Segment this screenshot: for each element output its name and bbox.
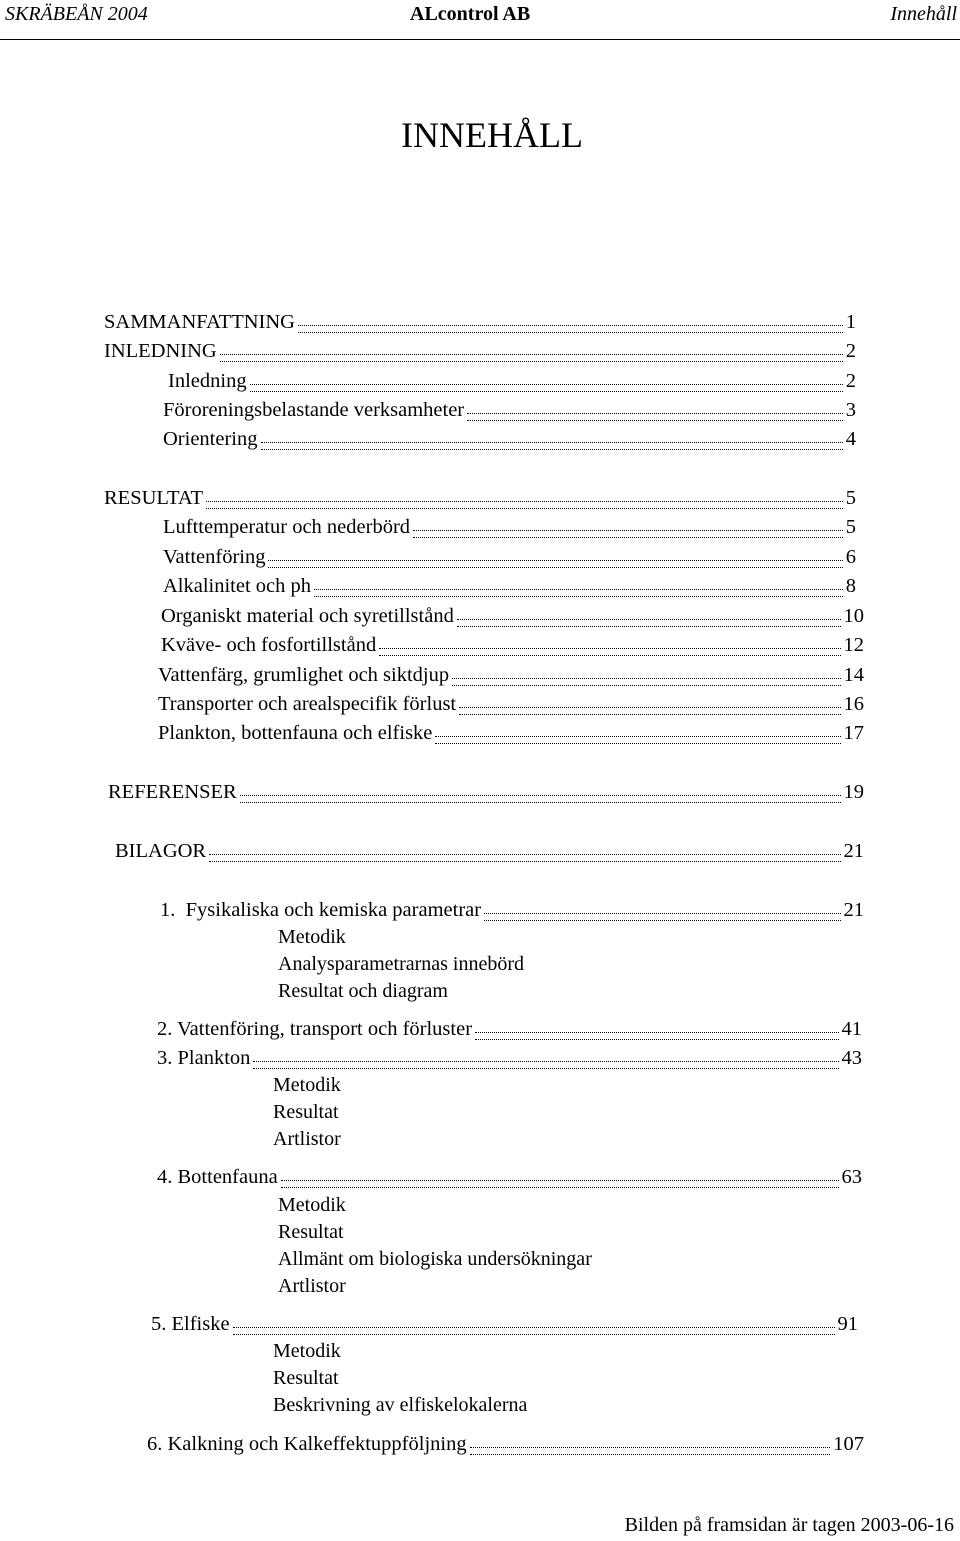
toc-entry [158,720,864,746]
toc-entry-page: 21 [843,840,864,862]
toc-entry-title: 6. Kalkning och Kalkeffektuppföljning [147,1433,467,1455]
toc-entry [147,1431,864,1457]
toc-entry [108,779,864,805]
toc-leader [209,854,840,862]
toc-entry-title: Lufttemperatur och nederbörd [163,516,411,538]
toc-entry-page: 41 [841,1018,862,1040]
toc-entry [163,573,856,599]
toc-entry-page: 8 [845,575,856,597]
header-rule [0,39,960,40]
toc-subitem: Resultat [273,1367,339,1389]
toc-leader [268,560,842,568]
toc-leader [470,1447,831,1455]
toc-entry [115,838,864,864]
toc-entry-page: 10 [843,605,864,627]
toc-subitem: Metodik [273,1074,341,1096]
toc-subitem: Allmänt om biologiska undersökningar [278,1248,592,1270]
toc-leader [379,648,840,656]
toc-entry-title: SAMMANFATTNING [104,311,295,333]
toc-entry [104,309,856,335]
toc-entry-page: 5 [845,487,856,509]
toc-entry-page: 43 [841,1047,862,1069]
toc-entry-page: 1 [845,311,856,333]
toc-entry-page: 16 [843,693,864,715]
toc-entry-title: Orientering [163,428,258,450]
toc-entry [163,397,856,423]
toc-entry-title: Organiskt material och syretillstånd [161,605,454,627]
toc-entry [158,691,864,717]
header-center: ALcontrol AB [410,3,531,25]
toc-entry-title: 3. Plankton [157,1047,251,1069]
toc-entry-title: Alkalinitet och ph [163,575,312,597]
toc-entry-title: 5. Elfiske [151,1313,230,1335]
toc-entry-title: 1. Fysikaliska och kemiska parametrar [160,899,482,921]
toc-entry-title: Transporter och arealspecifik förlust [158,693,457,715]
toc-entry [163,514,856,540]
toc-entry [157,1164,862,1190]
page-header [0,0,960,40]
toc-entry-page: 12 [843,634,864,656]
toc-entry-title: Vattenfärg, grumlighet och siktdjup [158,664,450,686]
toc-subitem: Analysparametrarnas innebörd [278,953,525,975]
toc-leader [261,442,843,450]
toc-entry-page: 107 [833,1433,864,1455]
toc-leader [233,1327,835,1335]
toc-leader [413,530,843,538]
toc-entry [157,1016,862,1042]
toc-entry-title: RESULTAT [104,487,203,509]
toc-entry [161,632,864,658]
toc-leader [452,678,840,686]
toc-entry-page: 19 [843,781,864,803]
toc-entry-page: 2 [845,340,856,362]
toc-subitem: Artlistor [273,1128,341,1150]
toc-leader [475,1032,838,1040]
toc-entry-title: Plankton, bottenfauna och elfiske [158,722,433,744]
toc-subitem: Resultat [278,1221,344,1243]
toc-entry-page: 4 [845,428,856,450]
toc-entry-page: 3 [845,399,856,421]
toc-leader [457,619,841,627]
toc-subitem: Metodik [278,1194,346,1216]
footer-caption: Bilden på framsidan är tagen 2003-06-16 [624,1514,954,1536]
toc-leader [484,913,840,921]
toc-subitem: Metodik [273,1340,341,1362]
toc-entry-title: 4. Bottenfauna [157,1166,278,1188]
toc-entry-title: Inledning [168,370,247,392]
toc-entry [158,662,864,688]
toc-subitem: Metodik [278,926,346,948]
header-right: Innehåll [890,3,957,25]
page-title: INNEHÅLL [401,115,583,155]
toc-entry-title: BILAGOR [115,840,207,862]
toc-leader [298,325,843,333]
toc-entry [160,897,864,923]
toc-entry-title: REFERENSER [108,781,237,803]
toc-entry-page: 2 [845,370,856,392]
header-left: SKRÄBEÅN 2004 [5,3,148,25]
toc-subitem: Resultat och diagram [278,980,448,1002]
toc-entry [168,368,856,394]
toc-entry-page: 6 [845,546,856,568]
toc-entry [161,603,864,629]
toc-entry-page: 91 [837,1313,858,1335]
toc-entry-page: 63 [841,1166,862,1188]
toc-entry [163,426,856,452]
toc-entry-title: Vattenföring [163,546,266,568]
toc-entry-title: Föroreningsbelastande verksamheter [163,399,465,421]
toc-entry-page: 21 [843,899,864,921]
toc-leader [281,1180,839,1188]
toc-entry [157,1045,862,1071]
toc-leader [250,384,843,392]
toc-leader [435,736,840,744]
toc-leader [206,501,843,509]
toc-leader [253,1061,838,1069]
toc-entry-title: INLEDNING [104,340,217,362]
toc-entry-page: 14 [843,664,864,686]
toc-leader [459,707,840,715]
toc-subitem: Resultat [273,1101,339,1123]
toc-leader [314,589,843,597]
toc-leader [220,354,843,362]
toc-entry-title: 2. Vattenföring, transport och förluster [157,1018,473,1040]
toc-subitem: Artlistor [278,1275,346,1297]
toc-entry-title: Kväve- och fosfortillstånd [161,634,377,656]
toc-leader [467,413,843,421]
toc-entry [104,338,856,364]
toc-entry-page: 17 [843,722,864,744]
toc-leader [240,795,841,803]
toc-entry-page: 5 [845,516,856,538]
toc-entry [163,544,856,570]
toc-entry [104,485,856,511]
toc-entry [151,1311,858,1337]
toc-subitem: Beskrivning av elfiskelokalerna [273,1394,528,1416]
